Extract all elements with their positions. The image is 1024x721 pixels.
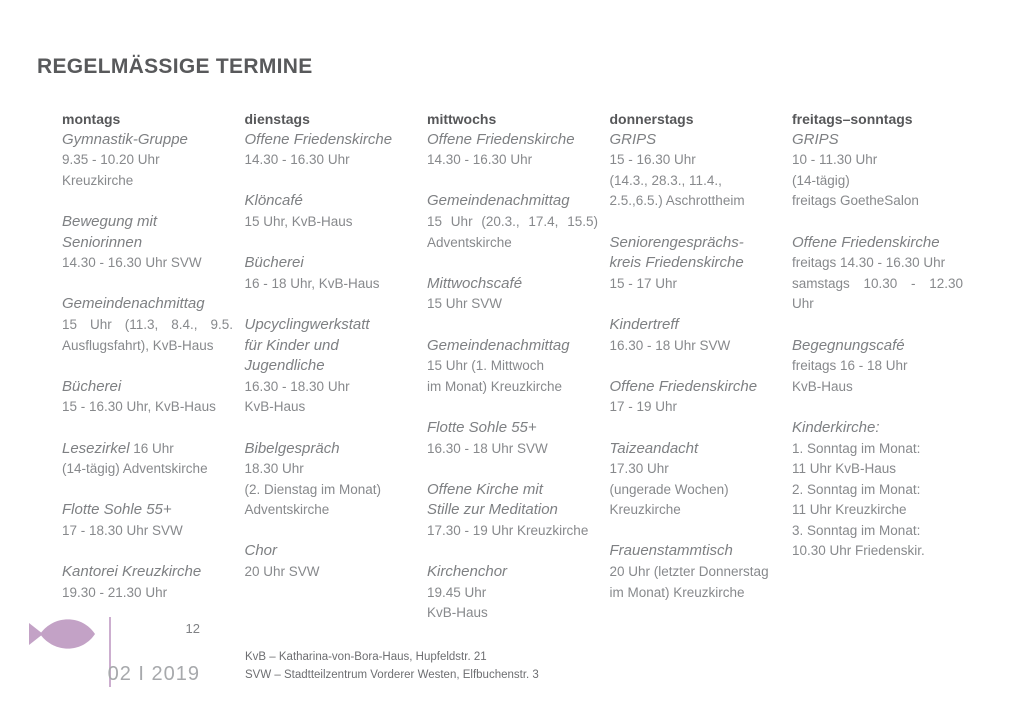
event-name: Mittwochscafé (427, 274, 523, 292)
event-entry (245, 541, 416, 582)
event-detail: Kreuzkirche (62, 172, 134, 188)
day-column-montags (62, 109, 233, 644)
event-name-line (62, 233, 233, 254)
day-header: mittwochs (427, 111, 497, 127)
event-name-line (245, 356, 416, 377)
event-name-line (427, 562, 598, 583)
event-detail: im Monat) Kreuzkirche (427, 378, 563, 394)
event-name: Kinderkirche: (792, 418, 880, 436)
day-header: dienstags (244, 111, 310, 127)
event-detail: 17.30 - 19 Uhr Kreuzkirche (427, 522, 589, 538)
event-detail: 17.30 Uhr (609, 461, 669, 477)
event-name: Chor (244, 542, 278, 560)
event-detail: 20 Uhr (letzter Donnerstag (609, 564, 769, 580)
event-name-line (610, 253, 781, 274)
event-detail: (ungerade Wochen) (609, 481, 729, 497)
event-name: Seniorengesprächs- (609, 233, 744, 251)
event-entry (427, 480, 598, 542)
event-name: Begegnungscafé (792, 336, 905, 354)
event-name: Upcyclingwerkstatt (244, 315, 370, 333)
event-detail: freitags 14.30 - 16.30 Uhr (792, 255, 946, 271)
event-name-line (610, 315, 781, 336)
event-entry (62, 500, 233, 541)
event-detail: 16.30 - 18 Uhr SVW (609, 337, 731, 353)
event-name: Lesezirkel (62, 439, 130, 457)
event-name: Bücherei (62, 377, 122, 395)
event-name: Offene Kirche mit (427, 480, 543, 498)
event-name: GRIPS (792, 130, 839, 148)
event-detail: KvB-Haus (792, 378, 853, 394)
event-name-line (427, 336, 598, 357)
event-name-line (427, 418, 598, 439)
event-detail: 14.30 - 16.30 Uhr (427, 152, 533, 168)
day-column-freitagssonntags (792, 109, 963, 644)
event-name: Kantorei Kreuzkirche (62, 563, 202, 581)
event-entry (62, 562, 233, 603)
event-name: Bücherei (244, 254, 304, 272)
event-detail: 16 - 18 Uhr, KvB-Haus (244, 275, 380, 291)
event-detail: Uhr (792, 296, 814, 312)
event-detail: 10.30 Uhr Friedenskir. (792, 543, 925, 559)
event-name-line (62, 562, 233, 583)
event-name-line (245, 541, 416, 562)
event-entry (62, 439, 233, 480)
event-name: Offene Friedenskirche (609, 377, 758, 395)
event-entry (245, 315, 416, 418)
event-entry (792, 130, 963, 212)
event-name: Jugendliche (244, 357, 325, 375)
event-detail: 16.30 - 18.30 Uhr (244, 378, 350, 394)
event-detail: (14-tägig) Adventskirche (62, 461, 208, 477)
fish-icon (29, 619, 96, 649)
event-detail: KvB-Haus (244, 399, 306, 415)
event-entry (610, 439, 781, 521)
event-name-line (62, 377, 233, 398)
page-title: REGELMÄSSIGE TERMINE (37, 55, 313, 78)
event-detail: 3. Sonntag im Monat: (792, 522, 921, 538)
event-detail: Adventskirche (427, 234, 512, 250)
event-name-line (245, 336, 416, 357)
footnotes (245, 649, 539, 684)
event-name: Flotte Sohle 55+ (427, 418, 537, 436)
day-column-donnerstags (610, 109, 781, 644)
event-name-line (245, 439, 416, 460)
event-detail: KvB-Haus (427, 605, 488, 621)
event-detail: 15 - 16.30 Uhr (609, 152, 696, 168)
event-name: Kindertreff (609, 315, 679, 333)
event-name: Kirchenchor (427, 563, 508, 581)
event-name: Offene Friedenskirche (244, 130, 393, 148)
event-name: Gemeindenachmittag (62, 295, 205, 313)
event-entry (245, 253, 416, 294)
event-name: Gemeindenachmittag (427, 336, 570, 354)
event-detail: 17 - 19 Uhr (609, 399, 678, 415)
issue-date: 02 I 2019 (107, 663, 200, 685)
event-detail: 19.45 Uhr (427, 584, 487, 600)
day-header: montags (62, 111, 121, 127)
event-detail: 1. Sonntag im Monat: (792, 440, 921, 456)
event-name-line (62, 294, 233, 315)
footnote-svw: SVW – Stadtteilzentrum Vorderer Westen, Elfbuchenstr. 3 (245, 668, 539, 681)
event-detail: 20 Uhr SVW (244, 564, 320, 580)
event-entry (245, 130, 416, 171)
event-entry (245, 439, 416, 521)
event-detail: 19.30 - 21.30 Uhr (62, 584, 168, 600)
event-entry (245, 191, 416, 232)
event-name: Offene Friedenskirche (792, 233, 940, 251)
event-name: Stille zur Meditation (427, 501, 558, 519)
day-column-dienstags (245, 109, 416, 644)
event-name: Flotte Sohle 55+ (62, 501, 172, 519)
event-name: Gymnastik-Gruppe (62, 130, 188, 148)
event-entry (610, 377, 781, 418)
event-entry (62, 377, 233, 418)
event-name: Offene Friedenskirche (427, 130, 575, 148)
event-entry (792, 336, 963, 398)
event-name-line (792, 233, 963, 254)
event-entry (610, 315, 781, 356)
event-detail: 10 - 11.30 Uhr (792, 152, 878, 168)
event-name-line (245, 315, 416, 336)
event-detail: (2. Dienstag im Monat) (244, 481, 382, 497)
event-detail: Kreuzkirche (609, 502, 681, 518)
event-entry (62, 212, 233, 274)
event-name: kreis Friedenskirche (609, 254, 744, 272)
event-name: Taizeandacht (609, 439, 699, 457)
event-detail: im Monat) Kreuzkirche (609, 584, 745, 600)
event-detail: Ausflugsfahrt), KvB-Haus (62, 337, 214, 353)
event-entry (427, 274, 598, 315)
event-name-line (427, 500, 598, 521)
event-name: für Kinder und (244, 336, 339, 354)
event-detail: 2.5.,6.5.) Aschrottheim (609, 193, 745, 209)
event-name-line (427, 274, 598, 295)
event-name-suffix: 16 Uhr (129, 440, 174, 456)
event-detail: 11 Uhr Kreuzkirche (792, 502, 907, 518)
event-detail: 15 - 16.30 Uhr, KvB-Haus (62, 399, 216, 415)
event-detail: 15 Uhr, KvB-Haus (244, 213, 353, 229)
event-entry (62, 294, 233, 356)
event-detail: 11 Uhr KvB-Haus (792, 461, 897, 477)
day-header: donnerstags (609, 111, 694, 127)
event-name: Gemeindenachmittag (427, 192, 570, 210)
event-detail: 15 Uhr (11.3, 8.4., 9.5. (62, 316, 233, 332)
event-detail: 17 - 18.30 Uhr SVW (62, 522, 183, 538)
event-name: Bibelgespräch (244, 439, 340, 457)
event-detail: 15 Uhr SVW (427, 296, 503, 312)
event-detail: 14.30 - 16.30 Uhr (244, 152, 350, 168)
event-name: Frauenstammtisch (609, 542, 733, 560)
event-name-line (62, 212, 233, 233)
event-name: Klöncafé (244, 192, 303, 210)
day-column-mittwochs (427, 109, 598, 644)
event-name-line (427, 130, 598, 151)
event-detail: (14.3., 28.3., 11.4., (609, 172, 722, 188)
event-name-line (245, 253, 416, 274)
event-name-line (62, 439, 233, 460)
event-entry (610, 130, 781, 212)
event-name: Bewegung mit (62, 212, 158, 230)
event-detail: freitags 16 - 18 Uhr (792, 358, 908, 374)
event-name-line (610, 439, 781, 460)
event-detail: samstags 10.30 - 12.30 (792, 275, 963, 291)
schedule-columns (62, 109, 975, 644)
event-detail: freitags GoetheSalon (792, 193, 919, 209)
event-entry (427, 130, 598, 171)
event-detail: 16.30 - 18 Uhr SVW (427, 440, 548, 456)
event-detail: 15 - 17 Uhr (609, 275, 678, 291)
event-entry (427, 191, 598, 253)
event-entry (610, 541, 781, 603)
event-detail: (14-tägig) (792, 172, 850, 188)
event-entry (427, 418, 598, 459)
event-detail: Adventskirche (244, 502, 330, 518)
event-name-line (427, 480, 598, 501)
event-name-line (245, 130, 416, 151)
event-name-line (62, 500, 233, 521)
page-number: 12 (185, 621, 200, 636)
event-name: GRIPS (609, 130, 657, 148)
event-entry (792, 233, 963, 315)
event-detail: 15 Uhr (20.3., 17.4, 15.5) (427, 213, 598, 229)
event-name-line (427, 191, 598, 212)
event-detail: 18.30 Uhr (244, 461, 304, 477)
day-header: freitags–sonntags (792, 111, 913, 127)
event-entry (62, 130, 233, 192)
event-name-line (610, 130, 781, 151)
event-detail: 9.35 - 10.20 Uhr (62, 152, 160, 168)
event-name-line (792, 336, 963, 357)
event-name-line (792, 418, 963, 439)
footnote-kvb: KvB – Katharina-von-Bora-Haus, Hupfeldstr. 21 (245, 651, 487, 663)
event-entry (610, 233, 781, 295)
event-name-line (610, 377, 781, 398)
event-detail: 14.30 - 16.30 Uhr SVW (62, 255, 202, 271)
event-entry (792, 418, 963, 562)
event-name-line (610, 541, 781, 562)
event-entry (427, 336, 598, 398)
event-name-line (245, 191, 416, 212)
event-name-line (610, 233, 781, 254)
event-name-line (792, 130, 963, 151)
event-name: Seniorinnen (62, 233, 143, 251)
event-detail: 2. Sonntag im Monat: (792, 481, 921, 497)
event-name-line (62, 130, 233, 151)
event-detail: 15 Uhr (1. Mittwoch (427, 358, 545, 374)
event-entry (427, 562, 598, 624)
